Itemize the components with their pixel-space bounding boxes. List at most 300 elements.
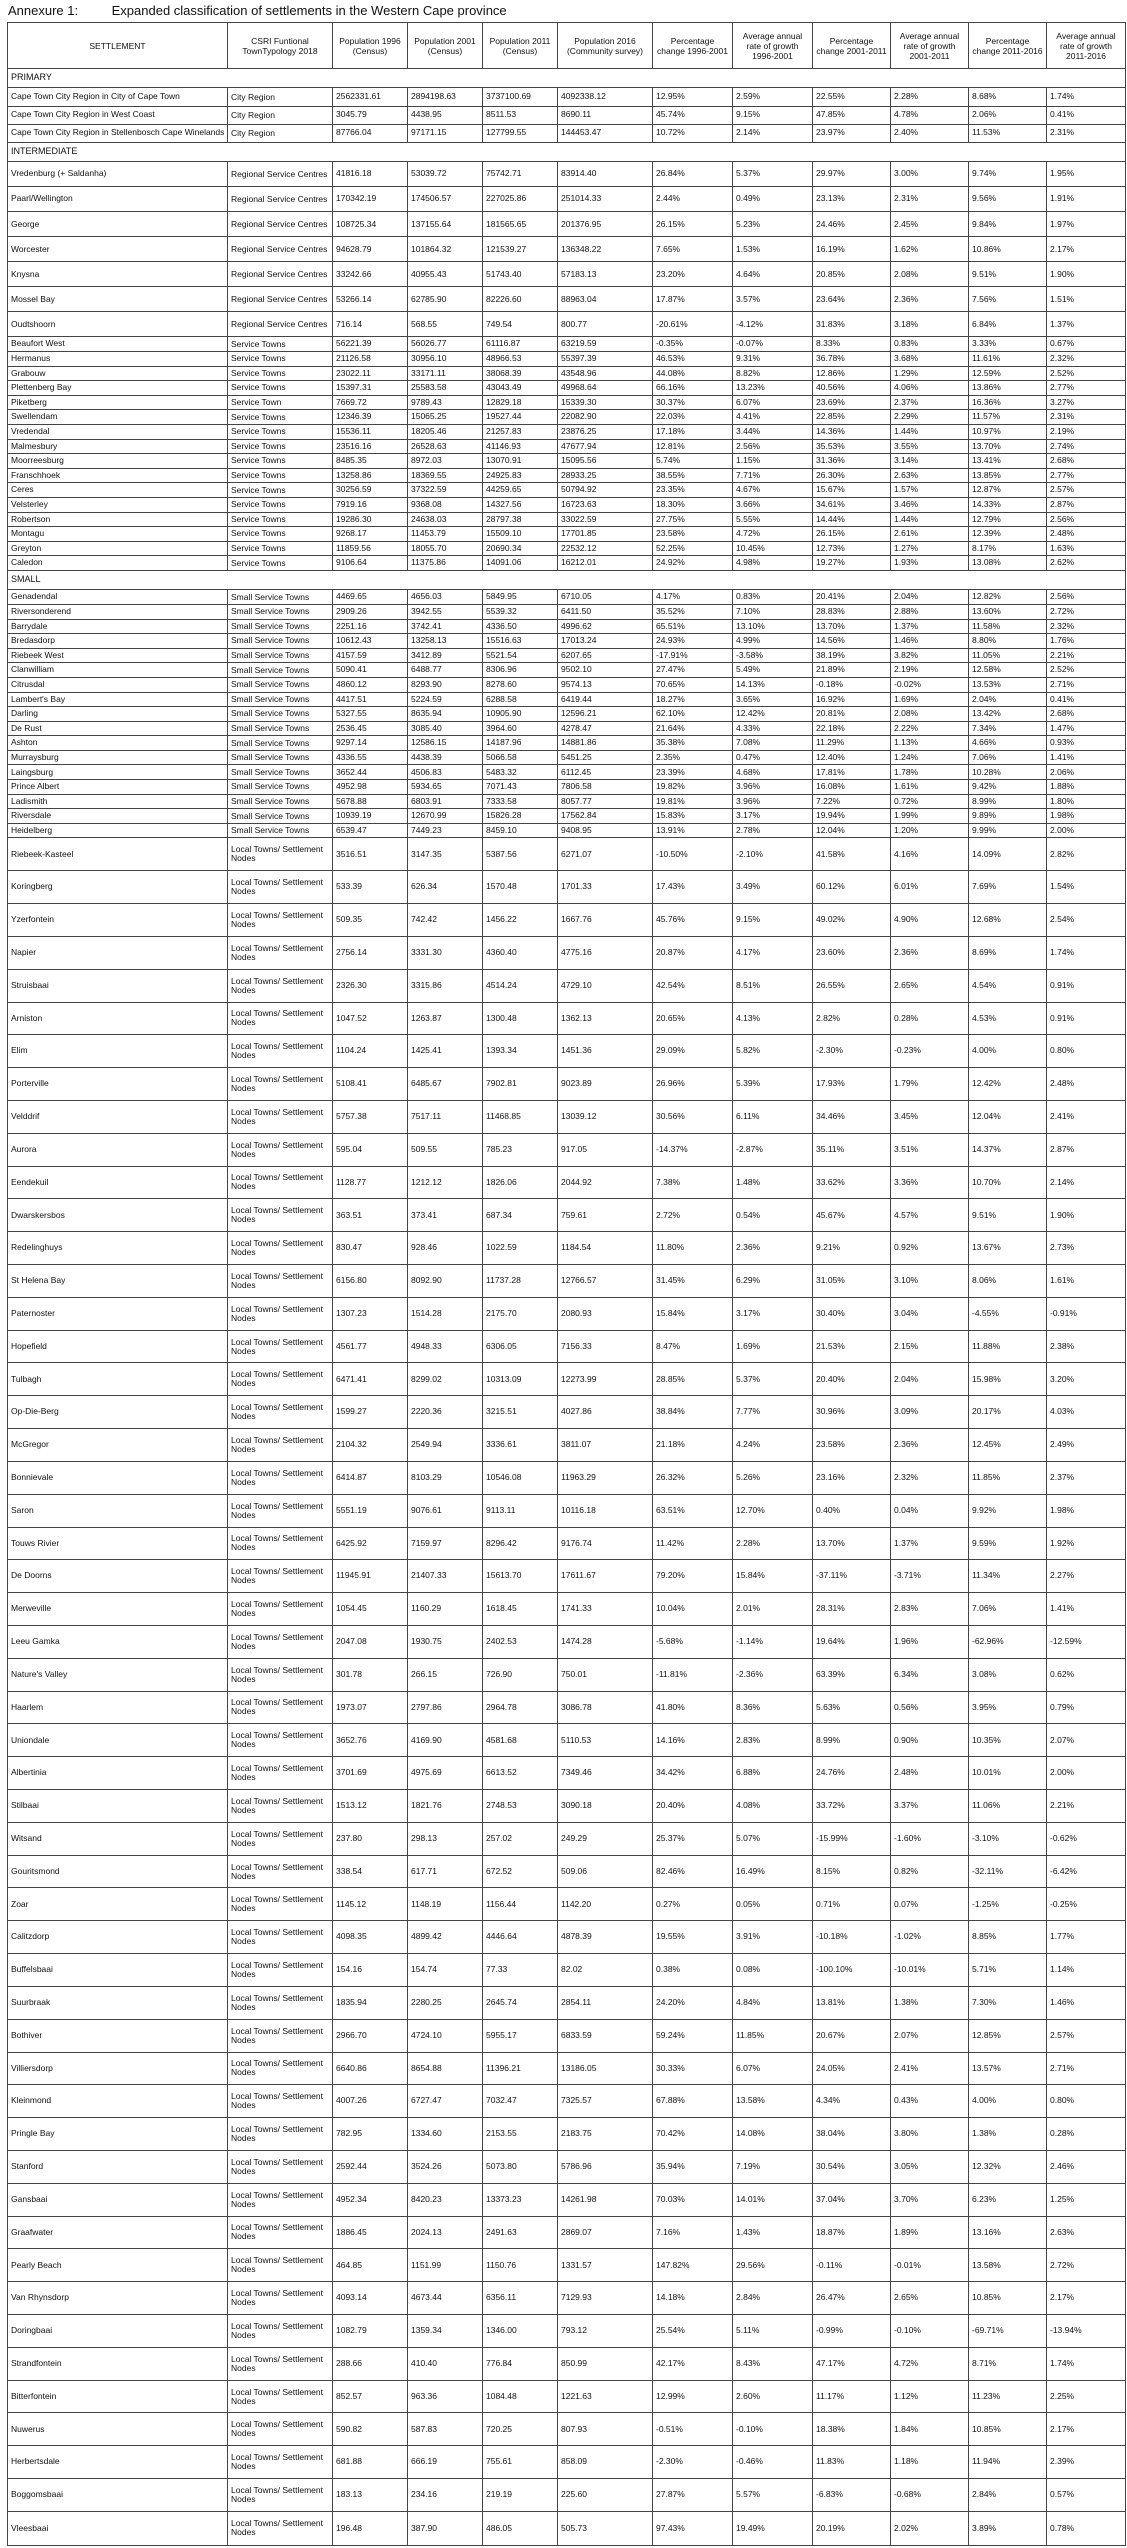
growth-rate-2001-2011-cell: 3.10%: [891, 1265, 969, 1298]
population-1996-cell: 3516.51: [333, 838, 408, 871]
settlement-name-cell: Oudtshoorn: [8, 312, 228, 337]
population-1996-cell: 237.80: [333, 1822, 408, 1855]
table-row: [8, 809, 1126, 824]
growth-rate-2011-2016-cell: 2.39%: [1047, 2446, 1126, 2479]
population-2016-cell: 4092338.12: [558, 88, 653, 106]
column-header-change-1996-2001: Percentage change 1996-2001: [653, 23, 733, 69]
population-1996-cell: 4007.26: [333, 2085, 408, 2118]
population-2001-cell: 1263.87: [408, 1002, 483, 1035]
growth-rate-2001-2011-cell: 2.41%: [891, 2052, 969, 2085]
population-2001-cell: 15065.25: [408, 410, 483, 425]
population-2016-cell: 136348.22: [558, 237, 653, 262]
population-1996-cell: 6539.47: [333, 823, 408, 838]
settlement-name-cell: Piketberg: [8, 395, 228, 410]
settlement-name-cell: Stilbaai: [8, 1790, 228, 1823]
growth-rate-1996-2001-cell: 5.23%: [733, 212, 813, 237]
percent-change-2001-2011-cell: 29.97%: [813, 162, 891, 187]
town-typology-cell: Regional Service Centres: [228, 237, 333, 262]
population-2011-cell: 7333.58: [483, 794, 558, 809]
table-row: [8, 212, 1126, 237]
table-row: [8, 483, 1126, 498]
percent-change-1996-2001-cell: 147.82%: [653, 2249, 733, 2282]
population-1996-cell: 10939.19: [333, 809, 408, 824]
percent-change-1996-2001-cell: 42.17%: [653, 2347, 733, 2380]
percent-change-2001-2011-cell: 13.70%: [813, 619, 891, 634]
percent-change-2001-2011-cell: 12.73%: [813, 541, 891, 556]
percent-change-2011-2016-cell: 13.70%: [969, 439, 1047, 454]
growth-rate-2001-2011-cell: 1.84%: [891, 2413, 969, 2446]
growth-rate-2011-2016-cell: 2.31%: [1047, 410, 1126, 425]
population-1996-cell: 13258.86: [333, 468, 408, 483]
population-2011-cell: 15613.70: [483, 1560, 558, 1593]
percent-change-2011-2016-cell: -3.10%: [969, 1822, 1047, 1855]
population-2001-cell: 9368.08: [408, 497, 483, 512]
growth-rate-1996-2001-cell: -4.12%: [733, 312, 813, 337]
growth-rate-2011-2016-cell: 2.37%: [1047, 1461, 1126, 1494]
town-typology-cell: Local Towns/ Settlement Nodes: [228, 1297, 333, 1330]
growth-rate-1996-2001-cell: 8.82%: [733, 366, 813, 381]
town-typology-cell: Service Towns: [228, 424, 333, 439]
column-header-growth-2011-2016: Average annual rate of growth 2011-2016: [1047, 23, 1126, 69]
percent-change-2001-2011-cell: 16.92%: [813, 692, 891, 707]
table-row: [8, 1954, 1126, 1987]
percent-change-2001-2011-cell: 11.17%: [813, 2380, 891, 2413]
growth-rate-2001-2011-cell: 6.34%: [891, 1658, 969, 1691]
percent-change-2001-2011-cell: 34.46%: [813, 1100, 891, 1133]
growth-rate-1996-2001-cell: 3.66%: [733, 497, 813, 512]
population-2001-cell: 9789.43: [408, 395, 483, 410]
percent-change-1996-2001-cell: -2.30%: [653, 2446, 733, 2479]
population-1996-cell: 41816.18: [333, 162, 408, 187]
settlement-name-cell: Bothiver: [8, 2019, 228, 2052]
town-typology-cell: Service Towns: [228, 483, 333, 498]
growth-rate-2001-2011-cell: 0.82%: [891, 1855, 969, 1888]
population-2011-cell: 2645.74: [483, 1986, 558, 2019]
percent-change-2001-2011-cell: 8.33%: [813, 337, 891, 352]
growth-rate-2001-2011-cell: 2.31%: [891, 187, 969, 212]
population-1996-cell: 288.66: [333, 2347, 408, 2380]
population-2001-cell: 6488.77: [408, 663, 483, 678]
percent-change-2001-2011-cell: 35.53%: [813, 439, 891, 454]
percent-change-2011-2016-cell: 12.59%: [969, 366, 1047, 381]
population-1996-cell: 4157.59: [333, 648, 408, 663]
growth-rate-1996-2001-cell: 4.13%: [733, 1002, 813, 1035]
growth-rate-1996-2001-cell: 7.08%: [733, 736, 813, 751]
population-1996-cell: 170342.19: [333, 187, 408, 212]
growth-rate-2011-2016-cell: 1.14%: [1047, 1954, 1126, 1987]
population-2001-cell: 1160.29: [408, 1593, 483, 1626]
growth-rate-2001-2011-cell: 1.93%: [891, 556, 969, 571]
percent-change-1996-2001-cell: 25.37%: [653, 1822, 733, 1855]
percent-change-2011-2016-cell: 10.28%: [969, 765, 1047, 780]
population-1996-cell: 196.48: [333, 2511, 408, 2545]
growth-rate-1996-2001-cell: 3.49%: [733, 871, 813, 904]
section-title: SMALL: [8, 570, 1126, 589]
percent-change-2001-2011-cell: 16.08%: [813, 780, 891, 795]
population-2016-cell: 63219.59: [558, 337, 653, 352]
growth-rate-2001-2011-cell: 4.90%: [891, 904, 969, 937]
growth-rate-1996-2001-cell: 14.01%: [733, 2183, 813, 2216]
population-2001-cell: 7449.23: [408, 823, 483, 838]
percent-change-2001-2011-cell: 60.12%: [813, 871, 891, 904]
settlement-name-cell: Plettenberg Bay: [8, 381, 228, 396]
population-2001-cell: 13258.13: [408, 634, 483, 649]
growth-rate-2001-2011-cell: 2.48%: [891, 1757, 969, 1790]
population-2011-cell: 1084.48: [483, 2380, 558, 2413]
percent-change-2011-2016-cell: 11.05%: [969, 648, 1047, 663]
table-row: [8, 2347, 1126, 2380]
growth-rate-2011-2016-cell: 2.25%: [1047, 2380, 1126, 2413]
percent-change-1996-2001-cell: 4.17%: [653, 590, 733, 605]
growth-rate-2011-2016-cell: 1.37%: [1047, 312, 1126, 337]
population-2016-cell: 251014.33: [558, 187, 653, 212]
percent-change-2011-2016-cell: -1.25%: [969, 1888, 1047, 1921]
population-2016-cell: 9408.95: [558, 823, 653, 838]
percent-change-2001-2011-cell: 30.96%: [813, 1396, 891, 1429]
population-2016-cell: 4278.47: [558, 721, 653, 736]
settlement-name-cell: Nature's Valley: [8, 1658, 228, 1691]
table-row: [8, 1068, 1126, 1101]
table-row: [8, 904, 1126, 937]
growth-rate-1996-2001-cell: 4.72%: [733, 527, 813, 542]
population-1996-cell: 9268.17: [333, 527, 408, 542]
percent-change-2011-2016-cell: 9.74%: [969, 162, 1047, 187]
population-1996-cell: 21126.58: [333, 351, 408, 366]
table-row: [8, 1166, 1126, 1199]
percent-change-1996-2001-cell: 29.09%: [653, 1035, 733, 1068]
population-2016-cell: 49968.64: [558, 381, 653, 396]
table-row: [8, 1921, 1126, 1954]
town-typology-cell: City Region: [228, 106, 333, 124]
town-typology-cell: Local Towns/ Settlement Nodes: [228, 1330, 333, 1363]
percent-change-1996-2001-cell: 38.84%: [653, 1396, 733, 1429]
growth-rate-1996-2001-cell: 5.49%: [733, 663, 813, 678]
growth-rate-2001-2011-cell: 0.28%: [891, 1002, 969, 1035]
growth-rate-2001-2011-cell: 3.36%: [891, 1166, 969, 1199]
table-row: [8, 1527, 1126, 1560]
settlement-name-cell: Riversonderend: [8, 604, 228, 619]
percent-change-2011-2016-cell: 20.17%: [969, 1396, 1047, 1429]
town-typology-cell: City Region: [228, 88, 333, 106]
percent-change-2001-2011-cell: 34.61%: [813, 497, 891, 512]
population-2001-cell: 154.74: [408, 1954, 483, 1987]
population-1996-cell: 363.51: [333, 1199, 408, 1232]
settlement-name-cell: Porterville: [8, 1068, 228, 1101]
population-1996-cell: 30256.59: [333, 483, 408, 498]
growth-rate-2001-2011-cell: 3.18%: [891, 312, 969, 337]
percent-change-2001-2011-cell: 19.94%: [813, 809, 891, 824]
population-1996-cell: 15397.31: [333, 381, 408, 396]
growth-rate-1996-2001-cell: 1.43%: [733, 2216, 813, 2249]
growth-rate-1996-2001-cell: 0.08%: [733, 1954, 813, 1987]
percent-change-2001-2011-cell: 21.53%: [813, 1330, 891, 1363]
population-1996-cell: 8485.35: [333, 454, 408, 469]
growth-rate-2001-2011-cell: 3.00%: [891, 162, 969, 187]
percent-change-2011-2016-cell: 10.01%: [969, 1757, 1047, 1790]
growth-rate-2011-2016-cell: 0.41%: [1047, 692, 1126, 707]
percent-change-1996-2001-cell: 30.37%: [653, 395, 733, 410]
table-row: [8, 2479, 1126, 2512]
population-2011-cell: 2402.53: [483, 1625, 558, 1658]
percent-change-2001-2011-cell: 19.64%: [813, 1625, 891, 1658]
population-1996-cell: 4469.65: [333, 590, 408, 605]
section-title: INTERMEDIATE: [8, 142, 1126, 161]
population-2011-cell: 5539.32: [483, 604, 558, 619]
population-2016-cell: 201376.95: [558, 212, 653, 237]
growth-rate-1996-2001-cell: 14.08%: [733, 2118, 813, 2151]
growth-rate-2001-2011-cell: -0.02%: [891, 677, 969, 692]
town-typology-cell: Regional Service Centres: [228, 287, 333, 312]
town-typology-cell: Local Towns/ Settlement Nodes: [228, 1232, 333, 1265]
growth-rate-2011-2016-cell: 2.07%: [1047, 1724, 1126, 1757]
settlement-name-cell: Paternoster: [8, 1297, 228, 1330]
population-2016-cell: 3086.78: [558, 1691, 653, 1724]
population-2011-cell: 14327.56: [483, 497, 558, 512]
settlement-name-cell: Dwarskersbos: [8, 1199, 228, 1232]
table-row: [8, 1986, 1126, 2019]
town-typology-cell: Local Towns/ Settlement Nodes: [228, 1461, 333, 1494]
town-typology-cell: Local Towns/ Settlement Nodes: [228, 2413, 333, 2446]
population-1996-cell: 3652.44: [333, 765, 408, 780]
population-2001-cell: 4656.03: [408, 590, 483, 605]
growth-rate-1996-2001-cell: 4.08%: [733, 1790, 813, 1823]
percent-change-2001-2011-cell: -37.11%: [813, 1560, 891, 1593]
settlement-name-cell: Struisbaai: [8, 969, 228, 1002]
percent-change-1996-2001-cell: 10.04%: [653, 1593, 733, 1626]
settlement-name-cell: Pringle Bay: [8, 2118, 228, 2151]
growth-rate-1996-2001-cell: 6.29%: [733, 1265, 813, 1298]
growth-rate-2011-2016-cell: 2.17%: [1047, 2282, 1126, 2315]
population-2016-cell: 16212.01: [558, 556, 653, 571]
population-2016-cell: 5451.25: [558, 750, 653, 765]
percent-change-2011-2016-cell: -69.71%: [969, 2315, 1047, 2348]
population-2011-cell: 19527.44: [483, 410, 558, 425]
percent-change-1996-2001-cell: -17.91%: [653, 648, 733, 663]
population-1996-cell: 4417.51: [333, 692, 408, 707]
percent-change-2011-2016-cell: 10.35%: [969, 1724, 1047, 1757]
population-2011-cell: 48966.53: [483, 351, 558, 366]
growth-rate-2011-2016-cell: 2.63%: [1047, 2216, 1126, 2249]
percent-change-2011-2016-cell: 8.06%: [969, 1265, 1047, 1298]
population-2016-cell: 225.60: [558, 2479, 653, 2512]
population-2001-cell: 6485.67: [408, 1068, 483, 1101]
table-body: [8, 69, 1126, 2546]
growth-rate-1996-2001-cell: 2.83%: [733, 1724, 813, 1757]
town-typology-cell: Small Service Towns: [228, 677, 333, 692]
percent-change-1996-2001-cell: -10.50%: [653, 838, 733, 871]
population-2011-cell: 5521.54: [483, 648, 558, 663]
population-2011-cell: 41146.93: [483, 439, 558, 454]
table-row: [8, 2380, 1126, 2413]
growth-rate-2001-2011-cell: 4.57%: [891, 1199, 969, 1232]
population-2011-cell: 749.54: [483, 312, 558, 337]
growth-rate-2001-2011-cell: 1.89%: [891, 2216, 969, 2249]
table-row: [8, 838, 1126, 871]
population-1996-cell: 5108.41: [333, 1068, 408, 1101]
population-2016-cell: 17701.85: [558, 527, 653, 542]
population-2001-cell: 7159.97: [408, 1527, 483, 1560]
population-2016-cell: 1142.20: [558, 1888, 653, 1921]
population-2016-cell: 15095.56: [558, 454, 653, 469]
growth-rate-2011-2016-cell: 2.00%: [1047, 823, 1126, 838]
settlement-name-cell: Haarlem: [8, 1691, 228, 1724]
population-2001-cell: 2549.94: [408, 1429, 483, 1462]
growth-rate-2011-2016-cell: 0.62%: [1047, 1658, 1126, 1691]
population-2016-cell: 7156.33: [558, 1330, 653, 1363]
growth-rate-2001-2011-cell: 3.46%: [891, 497, 969, 512]
population-2001-cell: 387.90: [408, 2511, 483, 2545]
population-2001-cell: 33171.11: [408, 366, 483, 381]
population-2016-cell: 2044.92: [558, 1166, 653, 1199]
growth-rate-1996-2001-cell: 1.69%: [733, 1330, 813, 1363]
percent-change-2001-2011-cell: -0.18%: [813, 677, 891, 692]
population-2016-cell: 47677.94: [558, 439, 653, 454]
growth-rate-1996-2001-cell: 5.07%: [733, 1822, 813, 1855]
settlement-name-cell: Koringberg: [8, 871, 228, 904]
population-2016-cell: 23876.25: [558, 424, 653, 439]
population-2016-cell: 1451.36: [558, 1035, 653, 1068]
percent-change-1996-2001-cell: -14.37%: [653, 1133, 733, 1166]
percent-change-2001-2011-cell: 38.19%: [813, 648, 891, 663]
population-2016-cell: 759.61: [558, 1199, 653, 1232]
population-1996-cell: 5327.55: [333, 707, 408, 722]
percent-change-1996-2001-cell: -0.51%: [653, 2413, 733, 2446]
population-1996-cell: 6425.92: [333, 1527, 408, 1560]
population-2001-cell: 3085.40: [408, 721, 483, 736]
town-typology-cell: Local Towns/ Settlement Nodes: [228, 2019, 333, 2052]
column-header-change-2011-2016: Percentage change 2011-2016: [969, 23, 1047, 69]
population-2011-cell: 4514.24: [483, 969, 558, 1002]
percent-change-2001-2011-cell: 47.17%: [813, 2347, 891, 2380]
settlement-name-cell: Prince Albert: [8, 780, 228, 795]
percent-change-2011-2016-cell: 1.38%: [969, 2118, 1047, 2151]
table-row: [8, 721, 1126, 736]
percent-change-2011-2016-cell: 9.56%: [969, 187, 1047, 212]
percent-change-2011-2016-cell: 14.09%: [969, 838, 1047, 871]
table-row: [8, 454, 1126, 469]
growth-rate-2001-2011-cell: 2.08%: [891, 707, 969, 722]
population-2016-cell: 7325.57: [558, 2085, 653, 2118]
population-1996-cell: 2966.70: [333, 2019, 408, 2052]
town-typology-cell: Small Service Towns: [228, 823, 333, 838]
population-2001-cell: 12670.99: [408, 809, 483, 824]
population-1996-cell: 15536.11: [333, 424, 408, 439]
population-2011-cell: 51743.40: [483, 262, 558, 287]
growth-rate-2011-2016-cell: 1.80%: [1047, 794, 1126, 809]
percent-change-2011-2016-cell: 8.99%: [969, 794, 1047, 809]
population-1996-cell: 12346.39: [333, 410, 408, 425]
population-2001-cell: 4975.69: [408, 1757, 483, 1790]
percent-change-2011-2016-cell: 13.85%: [969, 468, 1047, 483]
settlement-name-cell: McGregor: [8, 1429, 228, 1462]
population-2016-cell: 2183.75: [558, 2118, 653, 2151]
population-2011-cell: 3215.51: [483, 1396, 558, 1429]
town-typology-cell: Regional Service Centres: [228, 212, 333, 237]
growth-rate-1996-2001-cell: 29.56%: [733, 2249, 813, 2282]
town-typology-cell: Local Towns/ Settlement Nodes: [228, 1527, 333, 1560]
settlement-name-cell: Riebeek West: [8, 648, 228, 663]
population-2011-cell: 2175.70: [483, 1297, 558, 1330]
population-2016-cell: 50794.92: [558, 483, 653, 498]
percent-change-1996-2001-cell: 8.47%: [653, 1330, 733, 1363]
growth-rate-2011-2016-cell: 1.98%: [1047, 1494, 1126, 1527]
population-2016-cell: 22532.12: [558, 541, 653, 556]
growth-rate-2011-2016-cell: 0.93%: [1047, 736, 1126, 751]
population-2016-cell: 7349.46: [558, 1757, 653, 1790]
growth-rate-1996-2001-cell: 13.10%: [733, 619, 813, 634]
percent-change-1996-2001-cell: 66.16%: [653, 381, 733, 396]
percent-change-2001-2011-cell: 17.81%: [813, 765, 891, 780]
population-2016-cell: 4027.86: [558, 1396, 653, 1429]
percent-change-2011-2016-cell: 14.37%: [969, 1133, 1047, 1166]
growth-rate-2001-2011-cell: -0.10%: [891, 2315, 969, 2348]
percent-change-2001-2011-cell: 23.97%: [813, 124, 891, 142]
town-typology-cell: Local Towns/ Settlement Nodes: [228, 1658, 333, 1691]
percent-change-2011-2016-cell: 12.79%: [969, 512, 1047, 527]
settlement-name-cell: Elim: [8, 1035, 228, 1068]
percent-change-2001-2011-cell: 23.64%: [813, 287, 891, 312]
growth-rate-2011-2016-cell: 2.62%: [1047, 556, 1126, 571]
settlement-name-cell: Genadendal: [8, 590, 228, 605]
settlement-name-cell: Napier: [8, 936, 228, 969]
growth-rate-1996-2001-cell: 3.96%: [733, 780, 813, 795]
table-row: [8, 527, 1126, 542]
settlement-name-cell: Eendekuil: [8, 1166, 228, 1199]
percent-change-1996-2001-cell: 24.93%: [653, 634, 733, 649]
percent-change-2001-2011-cell: -10.18%: [813, 1921, 891, 1954]
population-2011-cell: 8459.10: [483, 823, 558, 838]
percent-change-2011-2016-cell: 3.89%: [969, 2511, 1047, 2545]
percent-change-2001-2011-cell: 45.67%: [813, 1199, 891, 1232]
percent-change-1996-2001-cell: 23.20%: [653, 262, 733, 287]
population-1996-cell: 10612.43: [333, 634, 408, 649]
population-1996-cell: 1047.52: [333, 1002, 408, 1035]
section-header-row: [8, 69, 1126, 88]
population-2016-cell: 505.73: [558, 2511, 653, 2545]
town-typology-cell: Local Towns/ Settlement Nodes: [228, 1724, 333, 1757]
population-1996-cell: 19286.30: [333, 512, 408, 527]
town-typology-cell: Local Towns/ Settlement Nodes: [228, 2282, 333, 2315]
growth-rate-2001-2011-cell: 4.16%: [891, 838, 969, 871]
population-2001-cell: 4899.42: [408, 1921, 483, 1954]
table-row: [8, 262, 1126, 287]
population-2001-cell: 8092.90: [408, 1265, 483, 1298]
population-2001-cell: 137155.64: [408, 212, 483, 237]
population-2001-cell: 4169.90: [408, 1724, 483, 1757]
growth-rate-2001-2011-cell: -0.01%: [891, 2249, 969, 2282]
population-2011-cell: 672.52: [483, 1855, 558, 1888]
growth-rate-2001-2011-cell: 3.82%: [891, 648, 969, 663]
growth-rate-2001-2011-cell: 1.99%: [891, 809, 969, 824]
growth-rate-2011-2016-cell: 0.41%: [1047, 106, 1126, 124]
population-1996-cell: 716.14: [333, 312, 408, 337]
percent-change-2011-2016-cell: 8.80%: [969, 634, 1047, 649]
percent-change-1996-2001-cell: 19.81%: [653, 794, 733, 809]
growth-rate-1996-2001-cell: 3.91%: [733, 1921, 813, 1954]
percent-change-1996-2001-cell: 65.51%: [653, 619, 733, 634]
population-2011-cell: 2491.63: [483, 2216, 558, 2249]
town-typology-cell: Local Towns/ Settlement Nodes: [228, 1363, 333, 1396]
growth-rate-2011-2016-cell: 2.87%: [1047, 497, 1126, 512]
population-1996-cell: 2536.45: [333, 721, 408, 736]
growth-rate-2001-2011-cell: 2.61%: [891, 527, 969, 542]
population-2016-cell: 1331.57: [558, 2249, 653, 2282]
growth-rate-1996-2001-cell: 8.51%: [733, 969, 813, 1002]
population-1996-cell: 11945.91: [333, 1560, 408, 1593]
population-2001-cell: 4438.39: [408, 750, 483, 765]
percent-change-2011-2016-cell: 9.99%: [969, 823, 1047, 838]
settlement-name-cell: Grabouw: [8, 366, 228, 381]
